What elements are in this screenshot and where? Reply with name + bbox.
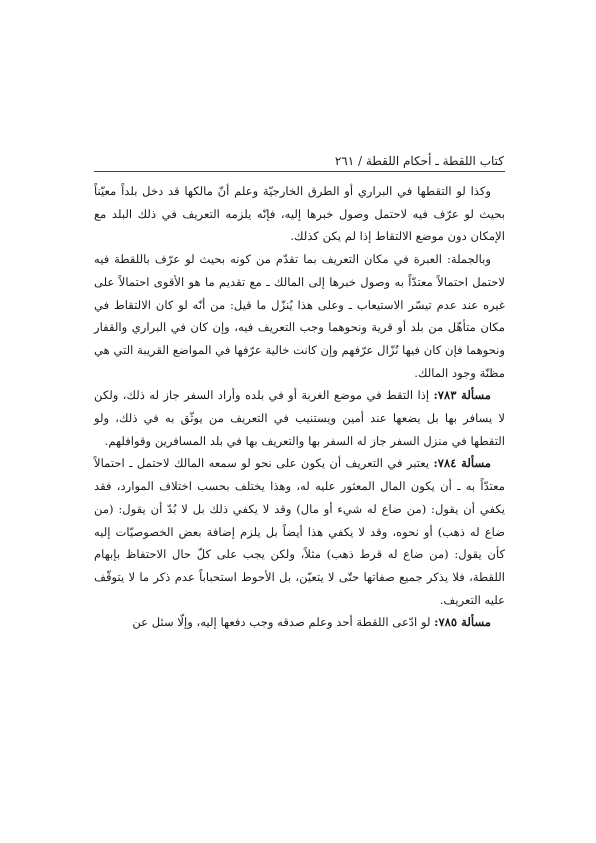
- masala-784: [94, 452, 505, 611]
- header-rule: [94, 171, 505, 172]
- header-title: كتاب اللقطة ـ أحكام اللقطة / ٢٦١: [334, 154, 504, 168]
- masala-label: مسألة ٧٨٣:: [433, 388, 492, 403]
- paragraph-text: إذا التقط في موضع الغربة أو في بلده وأراد السفر جاز له ذلك، ولكن لا يسافر بها بل يضعها عند أمين ويستنيب في التعريف من يوثّق به في ذلك، ولو التقطها في منزل السفر جاز له السفر بها والتعريف بها في بلد المسافرين وقوافلهم.: [94, 388, 505, 448]
- masala-783: [94, 384, 505, 452]
- paragraph-text: يعتبر في التعريف أن يكون على نحو لو سمعه المالك لاحتمل ـ احتمالاً معتدّاً به ـ أن يكون المال المعثور عليه له، وهذا يختلف بحسب اختلاف الموارد، فقد يكفي أن يقول: (من ضاع له شيء أو مال) وقد لا يكفي ذلك بل لا بُدّ أن يقول: (من ضاع له ذهب) أو نحوه، وقد لا يكفي هذا أيضاً بل يلزم إضافة بعض الخصوصيّات إليه كأن يقول: (من ضاع له قرط ذهب) مثلاً، ولكن يجب على كلّ حال الاحتفاظ بإبهام اللقطة، فلا يذكر جميع صفاتها حتّى لا يتعيّن، بل الأحوط استحباباً عدم ذكر ما لا يتوقّف عليه التعريف.: [94, 456, 505, 607]
- paragraph-1: [94, 180, 505, 248]
- paragraph-text: وكذا لو التقطها في البراري أو الطرق الخارجيّة وعلم أنّ مالكها قد دخل بلداً معيّناً بحيث لو عرّف فيه لاحتمل وصول خبرها إليه، فإنّه يلزمه التعريف في ذلك البلد مع الإمكان دون موضع الالتقاط إذا لم يكن كذلك.: [94, 184, 505, 244]
- paragraph-text: وبالجملة: العبرة في مكان التعريف بما تقدّم من كونه بحيث لو عرّف باللقطة فيه لاحتمل احتمالاً معتدّاً به وصول خبرها إلى المالك ـ مع تقديم ما هو الأقوى احتمالاً على غيره عند عدم تيسّر الاستيعاب ـ وعلى هذا يُنزّل ما قيل: من أنّه لو كان الالتقاط في مكان متأهّل من بلد أو قرية ونحوهما وجب التعريف فيه، وإن كان في البراري والقفار ونحوهما فإن كان فيها نُزّال عرّفهم وإن كانت خالية عرّفها في المواضع القريبة التي هي مظنّة وجود المالك.: [94, 252, 505, 380]
- masala-label: مسألة ٧٨٤:: [433, 456, 491, 471]
- masala-label: مسألة ٧٨٥:: [434, 615, 491, 630]
- page-body: [94, 180, 505, 634]
- masala-785: [94, 611, 505, 634]
- running-header: [335, 153, 504, 169]
- paragraph-2: [94, 248, 505, 384]
- paragraph-text: لو ادّعى اللقطة أحد وعلم صدقه وجب دفعها إليه، وإلّا سئل عن: [132, 615, 435, 630]
